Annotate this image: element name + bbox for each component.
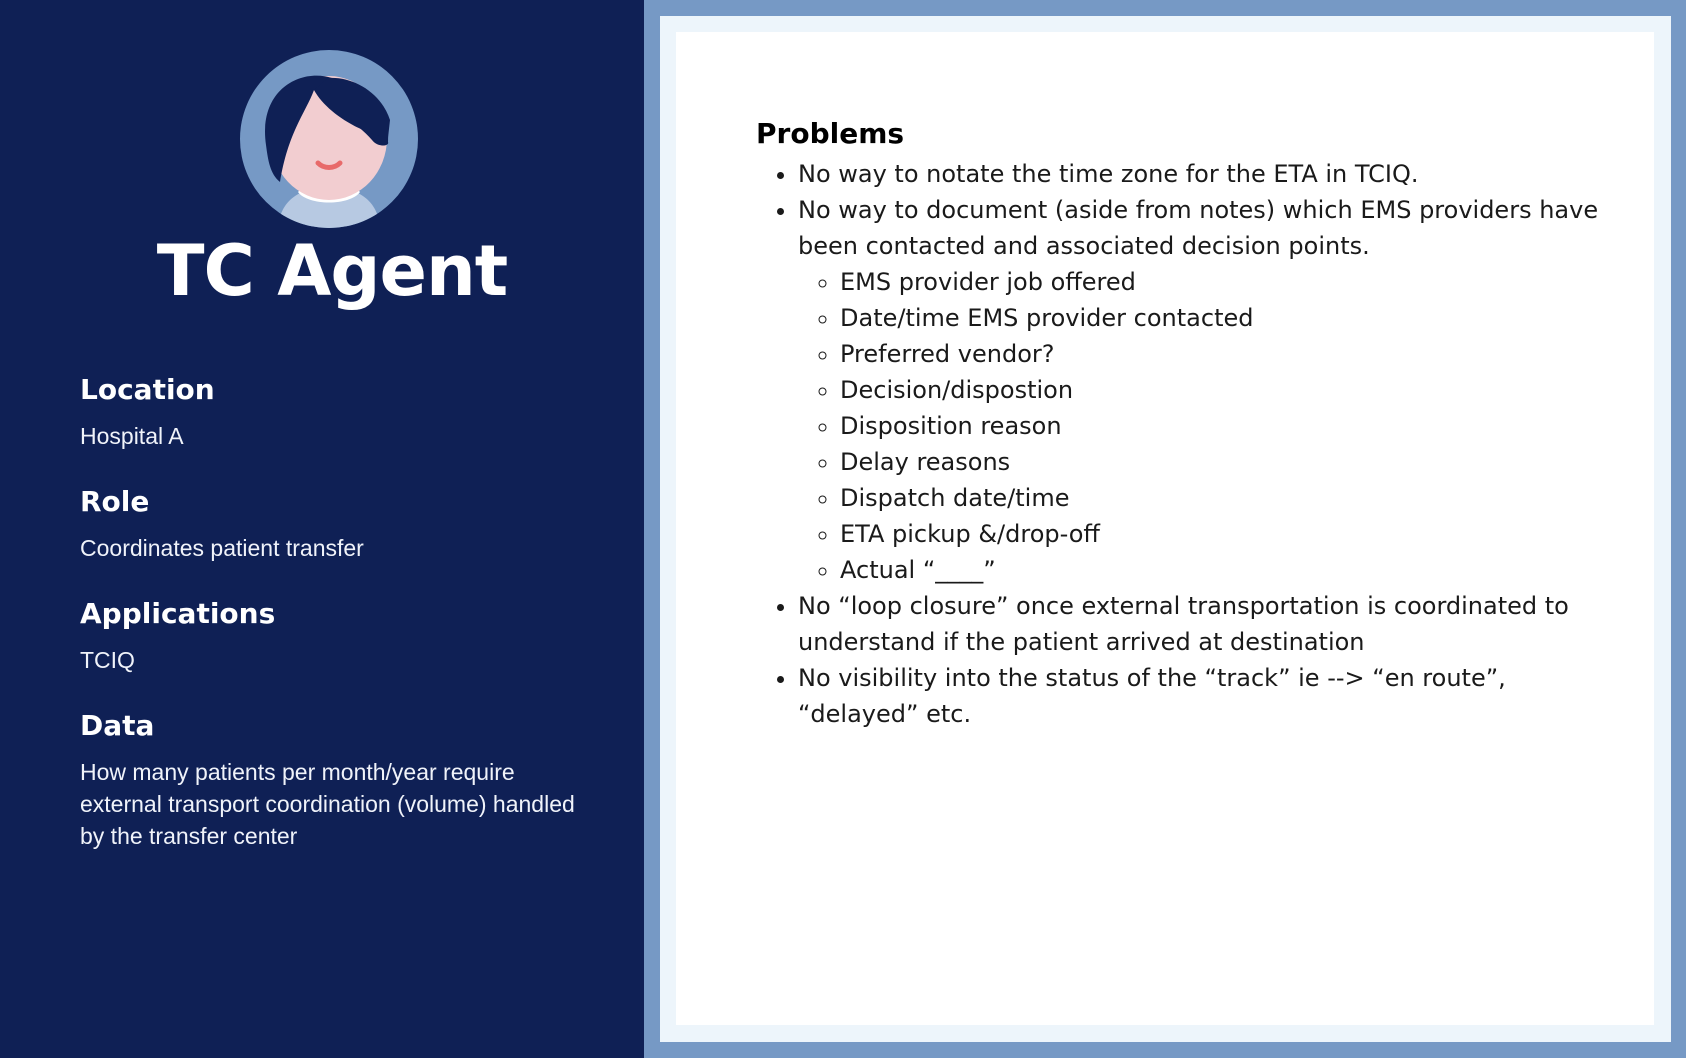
persona-title: TC Agent — [156, 230, 508, 312]
sub-list-item: ◦ EMS provider job offered — [840, 264, 1606, 300]
list-item — [798, 192, 1606, 588]
problems-section — [756, 117, 1606, 732]
persona-panel — [0, 0, 644, 1058]
problems-list — [756, 156, 1606, 732]
problems-heading: Problems — [756, 117, 905, 150]
woman-avatar-icon — [240, 50, 418, 228]
problems-frame — [660, 16, 1671, 1042]
sub-list-item: ◦ ETA pickup &/drop-off — [840, 516, 1606, 552]
sub-list-item: ◦ Actual “____” — [840, 552, 1606, 588]
role-heading: Role — [80, 485, 150, 518]
sub-list-item: ◦ Decision/dispostion — [840, 372, 1606, 408]
sub-list-item: ◦ Dispatch date/time — [840, 480, 1606, 516]
list-item: • No visibility into the status of the “track” ie --> “en route”, “delayed” etc. — [798, 660, 1606, 732]
applications-value: TCIQ — [80, 647, 135, 673]
data-value: How many patients per month/year require external transport coordination (volume) handled by the transfer center — [80, 759, 575, 849]
problems-card — [676, 32, 1654, 1025]
sub-list-item: ◦ Delay reasons — [840, 444, 1606, 480]
data-section — [80, 709, 600, 852]
applications-heading: Applications — [80, 597, 276, 630]
role-section — [80, 485, 600, 564]
sub-list-item: ◦ Preferred vendor? — [840, 336, 1606, 372]
list-item: • No “loop closure” once external transportation is coordinated to understand if the patient arrived at destination — [798, 588, 1606, 660]
location-section — [80, 373, 600, 452]
location-heading: Location — [80, 373, 215, 406]
location-value: Hospital A — [80, 423, 184, 449]
data-heading: Data — [80, 709, 155, 742]
sub-list-item: ◦ Date/time EMS provider contacted — [840, 300, 1606, 336]
problems-sublist — [798, 264, 1606, 588]
sub-list-item: ◦ Disposition reason — [840, 408, 1606, 444]
list-item: • No way to notate the time zone for the ETA in TCIQ. — [798, 156, 1606, 192]
list-item-text: No way to document (aside from notes) which EMS providers have been contacted and associated decision points. — [798, 196, 1599, 260]
applications-section — [80, 597, 600, 676]
role-value: Coordinates patient transfer — [80, 535, 364, 561]
